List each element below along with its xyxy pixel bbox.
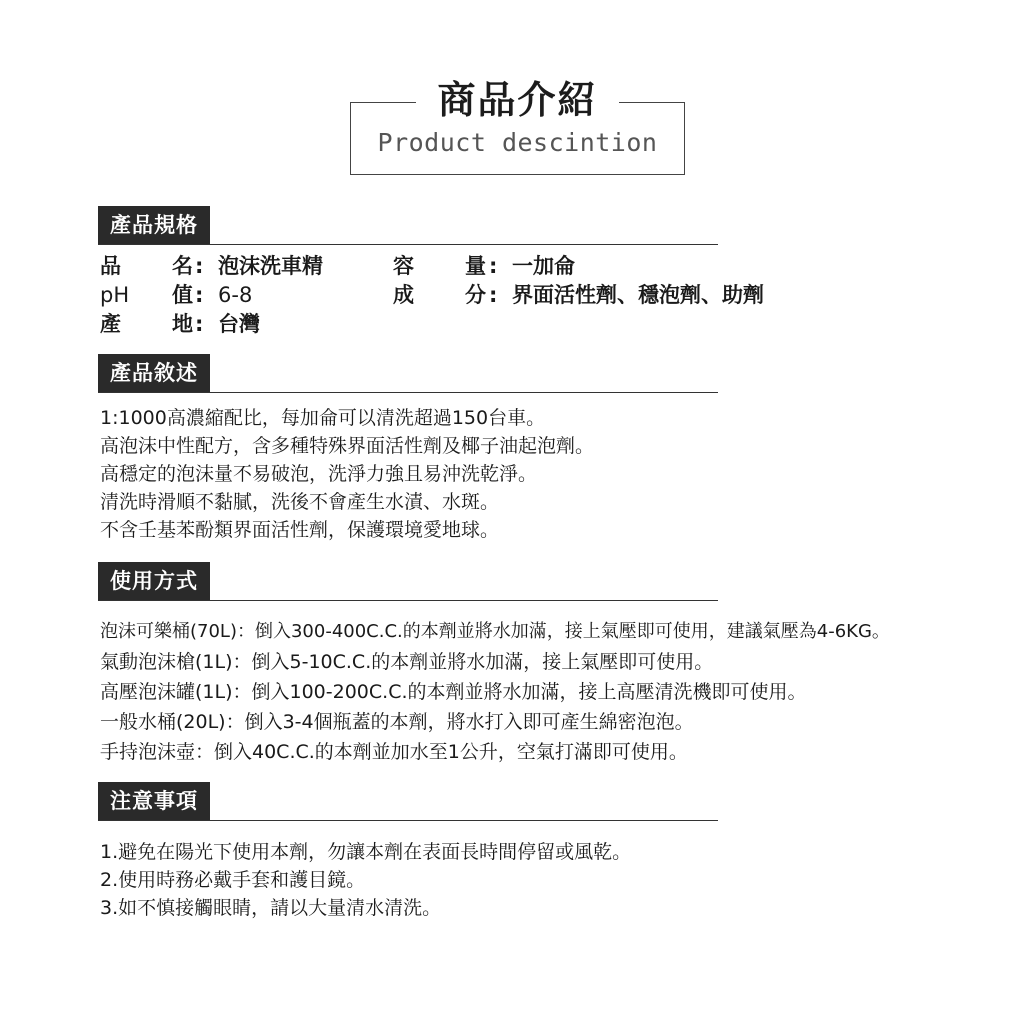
- usage-line: 泡沫可樂桶(70L)：倒入300-400C.C.的本劑並將水加滿，接上氣壓即可使用，建議氣壓為4-6KG。: [100, 621, 890, 642]
- spec-colon: :: [195, 254, 204, 278]
- spec-label-a: 成: [393, 283, 414, 307]
- spec-value: 界面活性劑、穩泡劑、助劑: [512, 283, 764, 307]
- usage-rule: [98, 600, 718, 601]
- usage-line: 氣動泡沫槍(1L)：倒入5-10C.C.的本劑並將水加滿，接上氣壓即可使用。: [100, 651, 714, 673]
- notes-heading: 注意事項: [98, 782, 210, 820]
- page-subtitle: Product descintion: [377, 128, 658, 157]
- usage-line: 手持泡沫壺：倒入40C.C.的本劑並加水至1公升，空氣打滿即可使用。: [100, 741, 688, 763]
- spec-value: 一加侖: [512, 254, 575, 278]
- description-rule: [98, 392, 718, 393]
- spec-label-a: 容: [393, 254, 414, 278]
- description-line: 高穩定的泡沫量不易破泡，洗淨力強且易沖洗乾淨。: [100, 463, 538, 485]
- title-box: [350, 78, 685, 175]
- usage-line: 一般水桶(20L)：倒入3-4個瓶蓋的本劑，將水打入即可產生綿密泡泡。: [100, 711, 694, 733]
- spec-colon: :: [489, 283, 498, 307]
- spec-colon: :: [195, 312, 204, 336]
- notes-line: 3.如不慎接觸眼睛，請以大量清水清洗。: [100, 897, 442, 919]
- spec-label-b: 地: [172, 312, 193, 336]
- page-title: 商品介紹: [437, 78, 598, 122]
- spec-label-a: pH: [100, 283, 130, 307]
- spec-value: 台灣: [218, 312, 260, 336]
- spec-value: 泡沫洗車精: [218, 254, 323, 278]
- description-line: 不含壬基苯酚類界面活性劑，保護環境愛地球。: [100, 519, 500, 541]
- spec-label-b: 量: [465, 254, 486, 278]
- description-line: 1:1000高濃縮配比，每加侖可以清洗超過150台車。: [100, 407, 546, 429]
- usage-heading: 使用方式: [98, 562, 210, 600]
- spec-colon: :: [195, 283, 204, 307]
- spec-label-b: 分: [465, 283, 486, 307]
- notes-rule: [98, 820, 718, 821]
- description-heading: 產品敘述: [98, 354, 210, 392]
- spec-colon: :: [489, 254, 498, 278]
- spec-value: 6-8: [218, 283, 253, 307]
- spec-heading: 產品規格: [98, 206, 210, 244]
- spec-rule: [98, 244, 718, 245]
- notes-line: 2.使用時務必戴手套和護目鏡。: [100, 869, 366, 891]
- usage-line: 高壓泡沫罐(1L)：倒入100-200C.C.的本劑並將水加滿，接上高壓清洗機即可使用。: [100, 681, 807, 703]
- spec-label-a: 品: [100, 254, 121, 278]
- notes-line: 1.避免在陽光下使用本劑，勿讓本劑在表面長時間停留或風乾。: [100, 841, 632, 863]
- spec-label-a: 產: [100, 312, 121, 336]
- description-line: 高泡沫中性配方，含多種特殊界面活性劑及椰子油起泡劑。: [100, 435, 595, 457]
- description-line: 清洗時滑順不黏膩，洗後不會產生水漬、水斑。: [100, 491, 500, 513]
- spec-label-b: 值: [172, 283, 193, 307]
- spec-label-b: 名: [172, 254, 193, 278]
